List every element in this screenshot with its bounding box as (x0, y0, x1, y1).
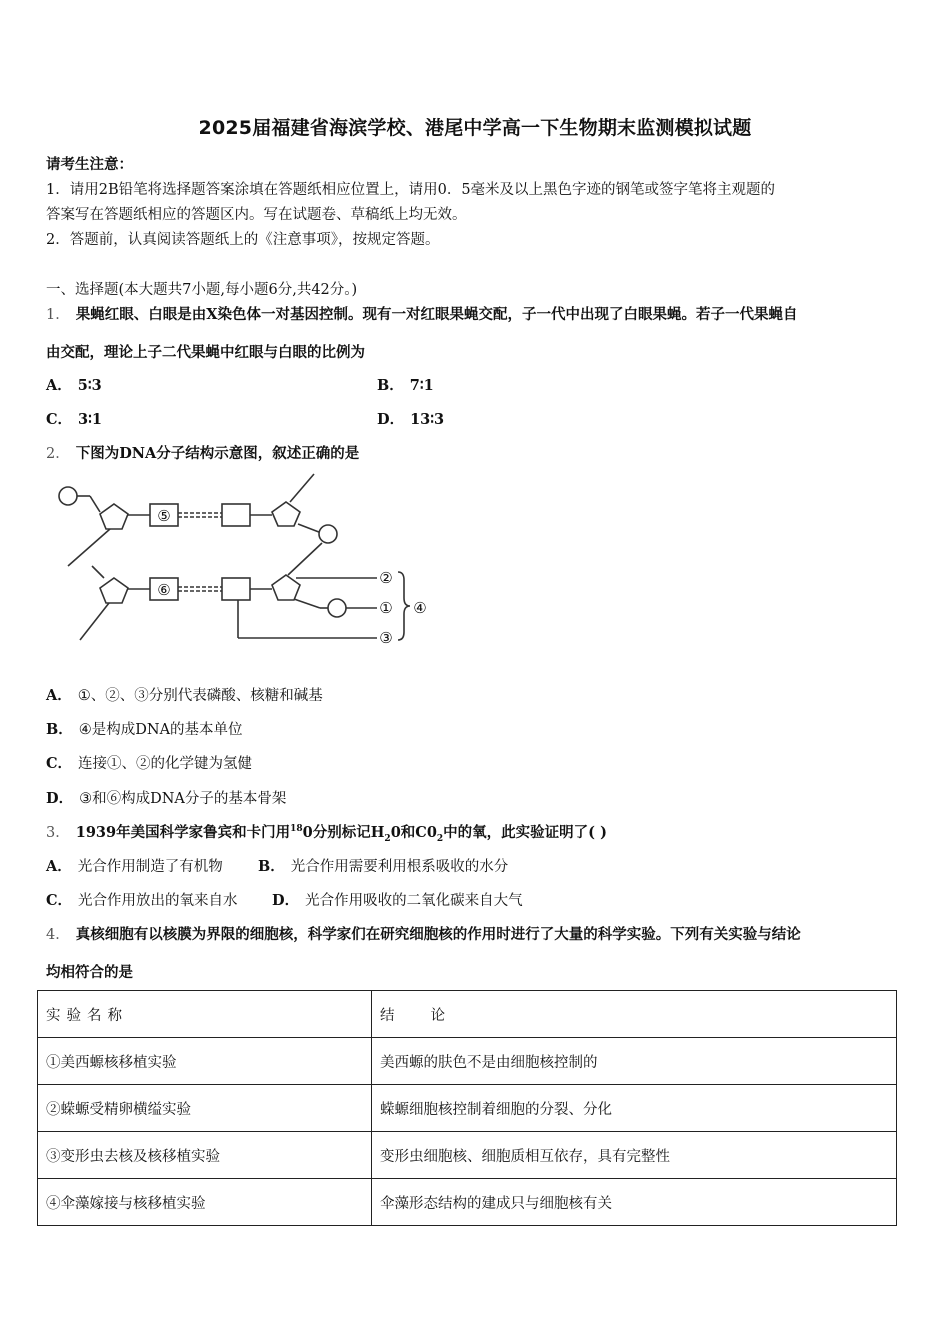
dna-structure-diagram (52, 468, 442, 653)
notice-heading: 请考生注意： (46, 156, 133, 173)
label-4: ④ (413, 599, 427, 617)
table-row (38, 1038, 897, 1085)
q3-option-d: D． 光合作用吸收的二氧化碳来自大气 (272, 892, 523, 909)
label-2: ② (379, 569, 393, 587)
question-1-cont: 由交配，理论上子二代果蝇中红眼与白眼的比例为 (46, 344, 365, 361)
question-4-cont: 均相符合的是 (46, 964, 133, 981)
question-text: 果蝇红眼、白眼是由X染色体一对基因控制。现有一对红眼果蝇交配，子一代中出现了白眼果蝇。若子一代果蝇自 (75, 306, 798, 323)
table-cell: 美西螈的肤色不是由细胞核控制的 (372, 1038, 897, 1085)
section-heading: 一、选择题(本大题共7小题,每小题6分,共42分。) (46, 282, 358, 298)
label-5: ⑤ (157, 507, 171, 525)
table-row (38, 1179, 897, 1226)
notice-item-2: 2．答题前，认真阅读答题纸上的《注意事项》，按规定答题。 (46, 232, 440, 248)
q1-option-b: B． 7∶1 (377, 377, 434, 394)
question-3: 3． 1939年美国科学家鲁宾和卡门用$^{18}$0分别标记$H_20$和$C0_2$中的氧，此实验证明了( ) (46, 824, 607, 844)
table-cell: ①美西螈核移植实验 (38, 1038, 372, 1085)
sugar-pentagon (100, 578, 128, 603)
notice-item-1-cont: 答案写在答题纸相应的答题区内。写在试题卷、草稿纸上均无效。 (46, 207, 467, 223)
q2-option-c: C． 连接①、②的化学键为氢健 (46, 755, 253, 772)
table-row (38, 1085, 897, 1132)
sugar-pentagon (272, 502, 300, 526)
q3-option-b: B． 光合作用需要利用根系吸收的水分 (258, 858, 509, 875)
base-box-bottom-right (222, 578, 250, 600)
table-cell: ②蝾螈受精卵横缢实验 (38, 1085, 372, 1132)
table-cell: ④伞藻嫁接与核移植实验 (38, 1179, 372, 1226)
label-1: ① (379, 599, 393, 617)
table-row (38, 1132, 897, 1179)
phosphate-circle (319, 525, 337, 543)
phosphate-circle (328, 599, 346, 617)
q3-option-a: A． 光合作用制造了有机物 (46, 858, 223, 875)
q2-option-b: B． ④是构成DNA的基本单位 (46, 721, 243, 738)
table-header-cell: 结论 (372, 991, 897, 1038)
sugar-pentagon (272, 575, 300, 600)
table-cell: ③变形虫去核及核移植实验 (38, 1132, 372, 1179)
label-6: ⑥ (157, 581, 171, 599)
question-4: 4． 真核细胞有以核膜为界限的细胞核，科学家们在研究细胞核的作用时进行了大量的科学实验。下列有关实验与结论 (46, 926, 801, 943)
label-3: ③ (379, 629, 393, 647)
q2-option-d: D． ③和⑥构成DNA分子的基本骨架 (46, 790, 287, 807)
q1-option-c: C． 3∶1 (46, 411, 102, 428)
question-2: 2． 下图为DNA分子结构示意图，叙述正确的是 (46, 445, 360, 462)
base-box-top-right (222, 504, 250, 526)
sugar-pentagon (100, 504, 128, 529)
notice-item-1: 1．请用2B铅笔将选择题答案涂填在答题纸相应位置上，请用0．5毫米及以上黑色字迹的钢笔或签字笔将主观题的 (46, 182, 776, 198)
table-cell: 蝾螈细胞核控制着细胞的分裂、分化 (372, 1085, 897, 1132)
table-cell: 变形虫细胞核、细胞质相互依存，具有完整性 (372, 1132, 897, 1179)
q3-option-c: C． 光合作用放出的氧来自水 (46, 892, 238, 909)
table-header-row (38, 991, 897, 1038)
table-cell: 伞藻形态结构的建成只与细胞核有关 (372, 1179, 897, 1226)
q1-option-d: D． 13∶3 (377, 411, 445, 428)
question-number: 1． (46, 307, 70, 323)
table-header-cell: 实验名称 (38, 991, 372, 1038)
q1-option-a: A． 5∶3 (46, 377, 102, 394)
phosphate-circle (59, 487, 77, 505)
experiment-table (37, 990, 897, 1226)
question-1 (46, 303, 797, 324)
page-title: 2025届福建省海滨学校、港尾中学高一下生物期末监测模拟试题 (198, 117, 752, 139)
q2-option-a: A． ①、②、③分别代表磷酸、核糖和碱基 (46, 687, 323, 704)
